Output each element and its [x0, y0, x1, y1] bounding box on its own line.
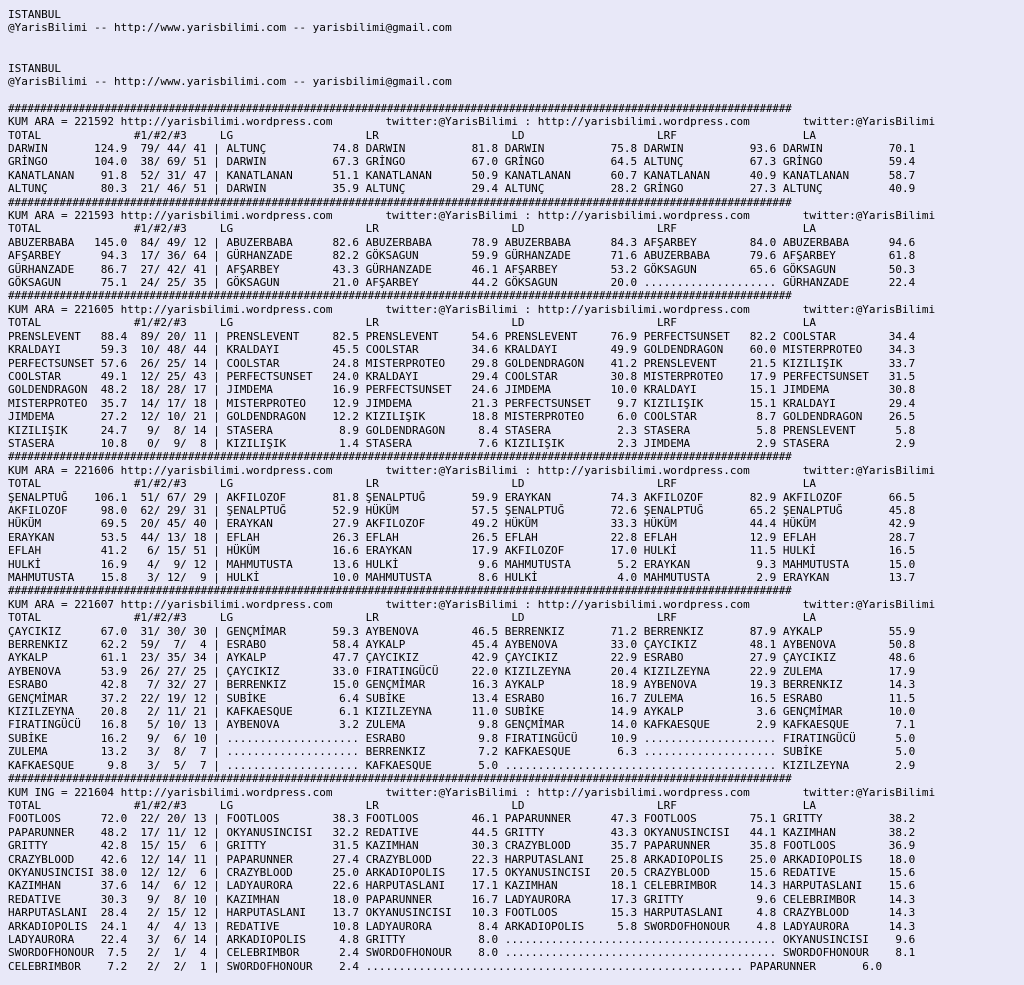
separator-line: ########################################################################################################################## — [8, 101, 792, 115]
text-line: OKYANUSINCISI 38.0 12/ 12/ 6 | CRAZYBLOOD 25.0 ARKADIOPOLIS 17.5 OKYANUSINCISI 20.5 CRAZYBLOOD 15.6 REDATIVE 15.6 — [8, 865, 916, 879]
text-line: TOTAL #1/#2/#3 LG LR LD LRF LA — [8, 316, 816, 330]
text-line: KUM ARA = 221605 http://yarisbilimi.wordpress.com twitter:@YarisBilimi : http://yarisbilimi.wordpress.com twitter:@YarisBilimi — [8, 302, 936, 316]
text-line: REDATIVE 30.3 9/ 8/ 10 | KAZIMHAN 18.0 PAPARUNNER 16.7 LADYAURORA 17.3 GRITTY 9.6 CELEBRIMBOR 14.3 — [8, 892, 916, 906]
text-line: DARWIN 124.9 79/ 44/ 41 | ALTUNÇ 74.8 DARWIN 81.8 DARWIN 75.8 DARWIN 93.6 DARWIN 70.1 — [8, 142, 916, 156]
text-line: @YarisBilimi -- http://www.yarisbilimi.com -- yarisbilimi@gmail.com — [8, 75, 452, 88]
text-line: KANATLANAN 91.8 52/ 31/ 47 | KANATLANAN 51.1 KANATLANAN 50.9 KANATLANAN 60.7 KANATLANAN 40.9 KANATLANAN 58.7 — [8, 168, 916, 182]
text-line: ALTUNÇ 80.3 21/ 46/ 51 | DARWIN 35.9 ALTUNÇ 29.4 ALTUNÇ 28.2 GRİNGO 27.3 ALTUNÇ 40.9 — [8, 182, 916, 196]
text-line: FOOTLOOS 72.0 22/ 20/ 13 | FOOTLOOS 38.3 FOOTLOOS 46.1 PAPARUNNER 47.3 FOOTLOOS 75.1 GRITTY 38.2 — [8, 812, 916, 826]
text-line: AKFILOZOF 98.0 62/ 29/ 31 | ŞENALPTUĞ 52.9 HÜKÜM 57.5 ŞENALPTUĞ 72.6 ŞENALPTUĞ 65.2 ŞENALPTUĞ 45.8 — [8, 503, 916, 517]
text-line: KUM ARA = 221607 http://yarisbilimi.wordpress.com twitter:@YarisBilimi : http://yarisbilimi.wordpress.com twitter:@YarisBilimi — [8, 597, 936, 611]
text-line: KUM ARA = 221606 http://yarisbilimi.wordpress.com twitter:@YarisBilimi : http://yarisbilimi.wordpress.com twitter:@YarisBilimi — [8, 463, 936, 477]
text-line: HÜKÜM 69.5 20/ 45/ 40 | ERAYKAN 27.9 AKFILOZOF 49.2 HÜKÜM 33.3 HÜKÜM 44.4 HÜKÜM 42.9 — [8, 517, 916, 531]
text-line: ÇAYCIKIZ 67.0 31/ 30/ 30 | GENÇMİMAR 59.3 AYBENOVA 46.5 BERRENKIZ 71.2 BERRENKIZ 87.9 AYKALP 55.9 — [8, 624, 916, 638]
text-line: GOLDENDRAGON 48.2 18/ 28/ 17 | JIMDEMA 16.9 PERFECTSUNSET 24.6 JIMDEMA 10.0 KRALDAYI 15.1 JIMDEMA 30.8 — [8, 383, 916, 397]
text-line: MAHMUTUSTA 15.8 3/ 12/ 9 | HULKİ 10.0 MAHMUTUSTA 8.6 HULKİ 4.0 MAHMUTUSTA 2.9 ERAYKAN 13.7 — [8, 571, 916, 585]
text-line: TOTAL #1/#2/#3 LG LR LD LRF LA — [8, 222, 816, 236]
text-line: ESRABO 42.8 7/ 32/ 27 | BERRENKIZ 15.0 GENÇMİMAR 16.3 AYKALP 18.9 AYBENOVA 19.3 BERRENKIZ 14.3 — [8, 678, 916, 692]
text-line: MISTERPROTEO 35.7 14/ 17/ 18 | MISTERPROTEO 12.9 JIMDEMA 21.3 PERFECTSUNSET 9.7 KIZILIŞIK 15.1 KRALDAYI 29.4 — [8, 396, 916, 410]
text-line: KAZIMHAN 37.6 14/ 6/ 12 | LADYAURORA 22.6 HARPUTASLANI 17.1 KAZIMHAN 18.1 CELEBRIMBOR 14.3 HARPUTASLANI 15.6 — [8, 879, 916, 893]
blank-line — [8, 88, 1018, 101]
text-line: BERRENKIZ 62.2 59/ 7/ 4 | ESRABO 58.4 AYKALP 45.4 AYBENOVA 33.0 ÇAYCIKIZ 48.1 AYBENOVA 50.8 — [8, 638, 916, 652]
text-line: TOTAL #1/#2/#3 LG LR LD LRF LA — [8, 128, 816, 142]
separator-line: ########################################################################################################################## — [8, 289, 792, 303]
text-line: ŞENALPTUĞ 106.1 51/ 67/ 29 | AKFILOZOF 81.8 ŞENALPTUĞ 59.9 ERAYKAN 74.3 AKFILOZOF 82.9 AKFILOZOF 66.5 — [8, 490, 916, 504]
text-line: ISTANBUL — [8, 61, 61, 75]
separator-line: ########################################################################################################################## — [8, 195, 792, 209]
separator-line: ########################################################################################################################## — [8, 450, 792, 464]
text-line: GENÇMİMAR 37.2 22/ 19/ 12 | SUBİKE 6.4 SUBİKE 13.4 ESRABO 16.7 ZULEMA 16.5 ESRABO 11.5 — [8, 691, 916, 705]
text-line: GRİNGO 104.0 38/ 69/ 51 | DARWIN 67.3 GRİNGO 67.0 GRİNGO 64.5 ALTUNÇ 67.3 GRİNGO 59.4 — [8, 155, 916, 169]
text-line: KUM ARA = 221593 http://yarisbilimi.wordpress.com twitter:@YarisBilimi : http://yarisbilimi.wordpress.com twitter:@YarisBilimi — [8, 209, 936, 223]
text-line: ZULEMA 13.2 3/ 8/ 7 | .................... BERRENKIZ 7.2 KAFKAESQUE 6.3 .................... SUBİKE 5.0 — [8, 745, 916, 759]
text-line: KIZILZEYNA 20.8 2/ 11/ 21 | KAFKAESQUE 6.1 KIZILZEYNA 11.0 SUBİKE 14.9 AYKALP 3.6 GENÇMİMAR 10.0 — [8, 705, 916, 719]
text-line: KRALDAYI 59.3 10/ 48/ 44 | KRALDAYI 45.5 COOLSTAR 34.6 KRALDAYI 49.9 GOLDENDRAGON 60.0 MISTERPROTEO 34.3 — [8, 343, 916, 357]
text-line: SWORDOFHONOUR 7.5 2/ 1/ 4 | CELEBRIMBOR 2.4 SWORDOFHONOUR 8.0 ......................................... SWORDOFHONOUR 8.1 — [8, 946, 916, 960]
text-line: LADYAURORA 22.4 3/ 6/ 14 | ARKADIOPOLIS 4.8 GRITTY 8.0 ......................................... OKYANUSINCISI 9.6 — [8, 932, 916, 946]
text-line: EFLAH 41.2 6/ 15/ 51 | HÜKÜM 16.6 ERAYKAN 17.9 AKFILOZOF 17.0 HULKİ 11.5 HULKİ 16.5 — [8, 544, 916, 558]
text-line: TOTAL #1/#2/#3 LG LR LD LRF LA — [8, 798, 816, 812]
blank-line — [8, 35, 1018, 48]
text-line: JIMDEMA 27.2 12/ 10/ 21 | GOLDENDRAGON 12.2 KIZILIŞIK 18.8 MISTERPROTEO 6.0 COOLSTAR 8.7 GOLDENDRAGON 26.5 — [8, 410, 916, 424]
text-line: AYBENOVA 53.9 26/ 27/ 25 | ÇAYCIKIZ 33.0 FIRATINGÜCÜ 22.0 KIZILZEYNA 20.4 KIZILZEYNA 22.9 ZULEMA 17.9 — [8, 664, 916, 678]
text-line: KUM ING = 221604 http://yarisbilimi.wordpress.com twitter:@YarisBilimi : http://yarisbilimi.wordpress.com twitter:@YarisBilimi — [8, 785, 936, 799]
text-line: ISTANBUL — [8, 8, 61, 21]
text-line: PRENSLEVENT 88.4 89/ 20/ 11 | PRENSLEVENT 82.5 PRENSLEVENT 54.6 PRENSLEVENT 76.9 PERFECTSUNSET 82.2 COOLSTAR 34.4 — [8, 329, 916, 343]
text-line: CELEBRIMBOR 7.2 2/ 2/ 1 | SWORDOFHONOUR 2.4 ......................................................... PAPARUNNER 6.0 — [8, 959, 883, 973]
text-line: GRITTY 42.8 15/ 15/ 6 | GRITTY 31.5 KAZIMHAN 30.3 CRAZYBLOOD 35.7 PAPARUNNER 35.8 FOOTLOOS 36.9 — [8, 839, 916, 853]
text-line: @YarisBilimi -- http://www.yarisbilimi.com -- yarisbilimi@gmail.com — [8, 21, 452, 35]
text-line: GÖKSAGUN 75.1 24/ 25/ 35 | GÖKSAGUN 21.0 AFŞARBEY 44.2 GÖKSAGUN 20.0 .................... GÜRHANZADE 22.4 — [8, 276, 916, 290]
text-line: PERFECTSUNSET 57.6 26/ 25/ 14 | COOLSTAR 24.8 MISTERPROTEO 29.8 GOLDENDRAGON 41.2 PRENSLEVENT 21.5 KIZILIŞIK 33.7 — [8, 356, 916, 370]
text-line: KUM ARA = 221592 http://yarisbilimi.wordpress.com twitter:@YarisBilimi : http://yarisbilimi.wordpress.com twitter:@YarisBilimi — [8, 115, 936, 129]
text-line: TOTAL #1/#2/#3 LG LR LD LRF LA — [8, 611, 816, 625]
text-line: HULKİ 16.9 4/ 9/ 12 | MAHMUTUSTA 13.6 HULKİ 9.6 MAHMUTUSTA 5.2 ERAYKAN 9.3 MAHMUTUSTA 15.0 — [8, 557, 916, 571]
text-line: AYKALP 61.1 23/ 35/ 34 | AYKALP 47.7 ÇAYCIKIZ 42.9 ÇAYCIKIZ 22.9 ESRABO 27.9 ÇAYCIKIZ 48.6 — [8, 651, 916, 665]
text-line: CRAZYBLOOD 42.6 12/ 14/ 11 | PAPARUNNER 27.4 CRAZYBLOOD 22.3 HARPUTASLANI 25.8 ARKADIOPOLIS 25.0 ARKADIOPOLIS 18.0 — [8, 852, 916, 866]
text-line: FIRATINGÜCÜ 16.8 5/ 10/ 13 | AYBENOVA 3.2 ZULEMA 9.8 GENÇMİMAR 14.0 KAFKAESQUE 2.9 KAFKAESQUE 7.1 — [8, 718, 916, 732]
text-line: TOTAL #1/#2/#3 LG LR LD LRF LA — [8, 477, 816, 491]
text-line: PAPARUNNER 48.2 17/ 11/ 12 | OKYANUSINCISI 32.2 REDATIVE 44.5 GRITTY 43.3 OKYANUSINCISI 44.1 KAZIMHAN 38.2 — [8, 825, 916, 839]
separator-line: ########################################################################################################################## — [8, 584, 792, 598]
text-line: ERAYKAN 53.5 44/ 13/ 18 | EFLAH 26.3 EFLAH 26.5 EFLAH 22.8 EFLAH 12.9 EFLAH 28.7 — [8, 530, 916, 544]
blank-line — [8, 48, 1018, 61]
text-line: COOLSTAR 49.1 12/ 25/ 43 | PERFECTSUNSET 24.0 KRALDAYI 29.4 COOLSTAR 30.8 MISTERPROTEO 17.9 PERFECTSUNSET 31.5 — [8, 369, 916, 383]
text-line: AFŞARBEY 94.3 17/ 36/ 64 | GÜRHANZADE 82.2 GÖKSAGUN 59.9 GÜRHANZADE 71.6 ABUZERBABA 79.6 AFŞARBEY 61.8 — [8, 249, 916, 263]
text-line: KIZILIŞIK 24.7 9/ 8/ 14 | STASERA 8.9 GOLDENDRAGON 8.4 STASERA 2.3 STASERA 5.8 PRENSLEVENT 5.8 — [8, 423, 916, 437]
text-line: KAFKAESQUE 9.8 3/ 5/ 7 | .................... KAFKAESQUE 5.0 ......................................... KIZILZEYNA 2.9 — [8, 758, 916, 772]
text-line: SUBİKE 16.2 9/ 6/ 10 | .................... ESRABO 9.8 FIRATINGÜCÜ 10.9 .................... FIRATINGÜCÜ 5.0 — [8, 731, 916, 745]
text-line: STASERA 10.8 0/ 9/ 8 | KIZILIŞIK 1.4 STASERA 7.6 KIZILIŞIK 2.3 JIMDEMA 2.9 STASERA 2.9 — [8, 436, 916, 450]
separator-line: ########################################################################################################################## — [8, 772, 792, 786]
text-line: GÜRHANZADE 86.7 27/ 42/ 41 | AFŞARBEY 43.3 GÜRHANZADE 46.1 AFŞARBEY 53.2 GÖKSAGUN 65.6 GÖKSAGUN 50.3 — [8, 262, 916, 276]
text-line: HARPUTASLANI 28.4 2/ 15/ 12 | HARPUTASLANI 13.7 OKYANUSINCISI 10.3 FOOTLOOS 15.3 HARPUTASLANI 4.8 CRAZYBLOOD 14.3 — [8, 906, 916, 920]
text-line: ARKADIOPOLIS 24.1 4/ 4/ 13 | REDATIVE 10.8 LADYAURORA 8.4 ARKADIOPOLIS 5.8 SWORDOFHONOUR 4.8 LADYAURORA 14.3 — [8, 919, 916, 933]
text-line: ABUZERBABA 145.0 84/ 49/ 12 | ABUZERBABA 82.6 ABUZERBABA 78.9 ABUZERBABA 84.3 AFŞARBEY 84.0 ABUZERBABA 94.6 — [8, 235, 916, 249]
